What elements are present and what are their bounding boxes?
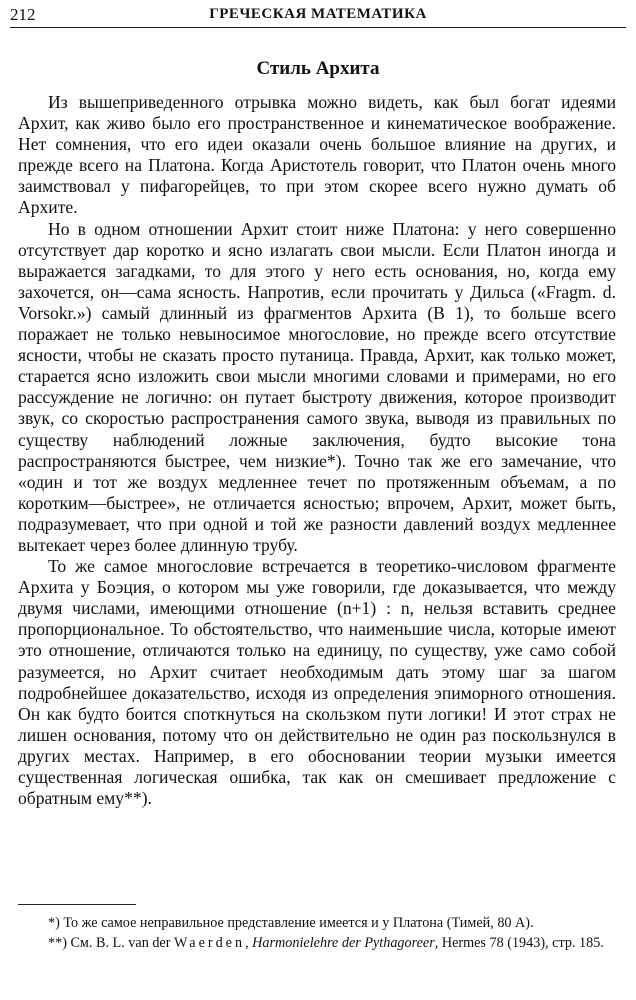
body-text [18,92,616,809]
footnote-2: **) См. B. L. van der Waerden, Harmonielehre der Pythagoreer, Hermes 78 (1943), стр. 185. [48,935,604,951]
footnote-divider [18,904,136,905]
footnote-2-title: Harmonielehre der Pythagoreer [252,935,435,951]
section-title: Стиль Архита [256,58,380,79]
page-header [10,3,626,28]
running-head: ГРЕЧЕСКАЯ МАТЕМАТИКА [209,6,427,22]
page-number: 212 [10,5,36,24]
paragraph-2: Но в одном отношении Архит стоит ниже Платона: у него совершенно отсутствует дар коротко и ясно излагать свои мысли. Если Платон иногда и выражается загадками, то для этого у него есть основания, но, когда ему захочется, он—сама ясность. Напротив, если прочитать у Дильса («Fragm. d. Vorsokr.») самый длинный из фрагментов Архита (B 1), то больше всего поражает не только невыносимое многословие, но прежде всего отсутствие ясности, чтобы не сказать просто путаница. Правда, Архит, как только может, старается ясно изложить свои мысли многими словами и примерами, но его рассуждение не логично: он путает быстроту движения, которое производит звук, со скоростью распространения самого звука, выводя из правильных по существу наблюдений ложные заключения, будто высокие тона распространяются быстрее, чем низкие*). Точно так же его замечание, что «один и тот же воздух медленнее течет по протяженным объемам, а по коротким—быстрее», не отличается ясностью; впрочем, Архит, может быть, подразумевает, что при одной и той же разности давлений воздух медленнее вытекает через более длинную трубу. [18,218,616,555]
paragraph-3: То же самое многословие встречается в теоретико-числовом фрагменте Архита у Боэция, о котором мы уже говорили, где доказывается, что между двумя числами, имеющими отношение (n+1) : n, нельзя вставить среднее пропорциональное. То обстоятельство, что наименьшие числа, которые имеют это отношение, отличаются только на единицу, по существу, уже само собой разумеется, но Архит считает необходимым дать этому шаг за шагом подробнейшее доказательство, исходя из определения эпиморного отношения. Он как будто боится споткнуться на скользком пути логики! И этот страх не лишен основания, потому что он действительно не один раз поскользнулся в других местах. Например, в его обосновании теории музыки имеется существенная логическая ошибка, так как он смешивает предложение с обратным ему**). [18,556,616,809]
paragraph-1: Из вышеприведенного отрывка можно видеть, как был богат идеями Архит, как живо было его пространственное и кинематическое воображение. Нет сомнения, что его идеи оказали очень большое влияние на других, и прежде всего на Платона. Когда Аристотель говорит, что Платон очень много заимствовал у пифагорейцев, то при этом скорее всего нужно думать об Архите. [18,92,616,218]
footnote-1: *) То же самое неправильное представление имеется и у Платона (Тимей, 80 A). [48,915,534,931]
footnote-2-prefix: **) См. B. L. van der [48,935,175,951]
footnotes [18,913,616,953]
footnote-2-suffix: , Hermes 78 (1943), стр. 185. [434,935,604,951]
footnote-2-author: Waerden [174,935,246,951]
